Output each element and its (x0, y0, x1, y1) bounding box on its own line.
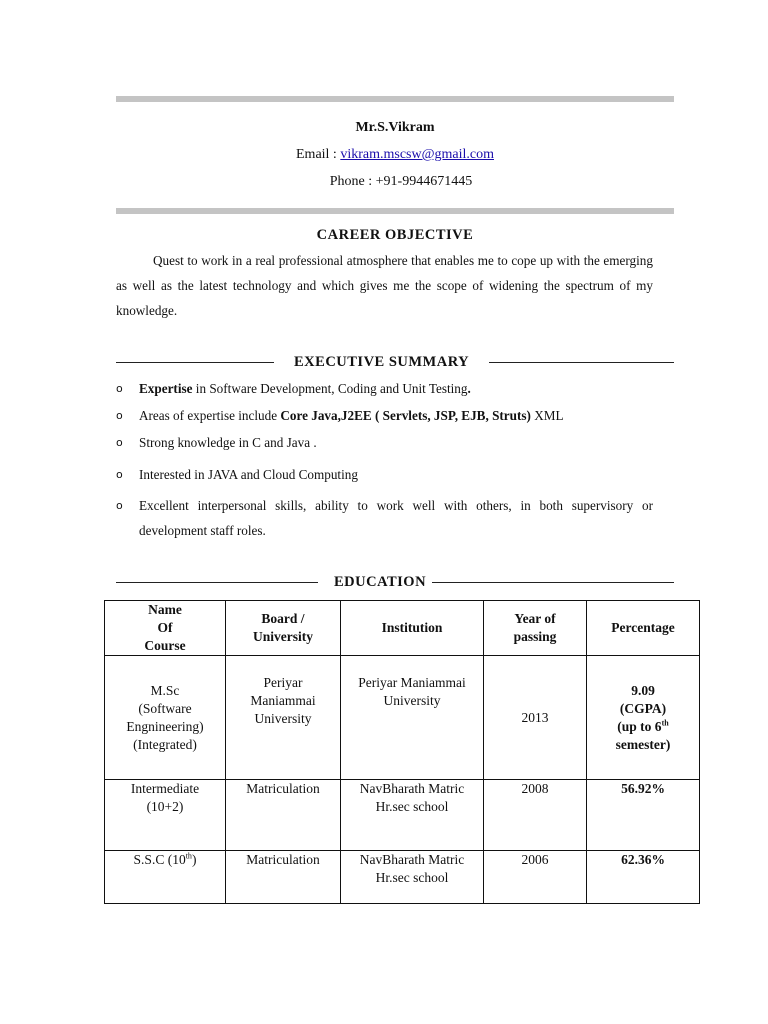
cell-course: Intermediate (10+2) (105, 780, 226, 851)
phone-line: Phone : +91-9944671445 (329, 174, 473, 189)
summary-item: o Areas of expertise include Core Java,J2EE ( Servlets, JSP, EJB, Struts) XML (116, 403, 653, 428)
cell-board: Periyar Maniammai University (226, 656, 341, 780)
header-percentage: Percentage (587, 601, 700, 656)
heading-rule-right (489, 362, 674, 363)
cell-institution: NavBharath Matric Hr.sec school (341, 780, 484, 851)
education-title: EDUCATION (334, 573, 427, 590)
education-table (104, 600, 700, 904)
bullet-icon: o (116, 436, 123, 449)
executive-summary-title: EXECUTIVE SUMMARY (294, 353, 470, 370)
top-divider (116, 96, 674, 102)
career-objective-title: CAREER OBJECTIVE (316, 227, 474, 243)
cell-institution: NavBharath Matric Hr.sec school (341, 851, 484, 904)
cell-course: M.Sc (Software Engnineering) (Integrated) (105, 656, 226, 780)
heading-rule-left (116, 362, 274, 363)
summary-item: o Interested in JAVA and Cloud Computing (116, 462, 653, 487)
header-board: Board / University (226, 601, 341, 656)
email-link[interactable]: vikram.mscsw@gmail.com (340, 147, 494, 162)
cell-board: Matriculation (226, 851, 341, 904)
header-course: Name Of Course (105, 601, 226, 656)
header-institution: Institution (341, 601, 484, 656)
cell-course: S.S.C (10th) (105, 851, 226, 904)
heading-rule-left (116, 582, 318, 583)
career-objective-text: Quest to work in a real professional atmosphere that enables me to cope up with the emerging as well as the latest technology and which gives me the scope of widening the spectrum of my knowledge. (116, 253, 653, 318)
executive-summary-heading (116, 352, 674, 372)
table-header-row (105, 601, 700, 656)
bullet-icon: o (116, 409, 123, 422)
heading-rule-right (432, 582, 674, 583)
cell-percentage: 62.36% (587, 851, 700, 904)
bullet-icon: o (116, 499, 123, 512)
summary-item: o Strong knowledge in C and Java . (116, 430, 653, 455)
bullet-icon: o (116, 468, 123, 481)
cell-percentage: 9.09 (CGPA) (up to 6th semester) (587, 656, 700, 780)
email-line (116, 147, 674, 163)
cell-year: 2013 (484, 656, 587, 780)
cell-year: 2006 (484, 851, 587, 904)
summary-item: o Expertise in Software Development, Coding and Unit Testing. (116, 376, 653, 401)
table-row (105, 780, 700, 851)
cell-institution: Periyar Maniammai University (341, 656, 484, 780)
education-heading (116, 572, 674, 592)
table-row (105, 656, 700, 780)
candidate-name: Mr.S.Vikram (355, 120, 435, 135)
header-year: Year of passing (484, 601, 587, 656)
table-row (105, 851, 700, 904)
email-label: Email : (296, 147, 341, 162)
cell-board: Matriculation (226, 780, 341, 851)
bullet-icon: o (116, 382, 123, 395)
header-bottom-divider (116, 208, 674, 214)
summary-item: o Excellent interpersonal skills, ability to work well with others, in both supervisory or development staff roles. (116, 493, 653, 543)
cell-percentage: 56.92% (587, 780, 700, 851)
cell-year: 2008 (484, 780, 587, 851)
